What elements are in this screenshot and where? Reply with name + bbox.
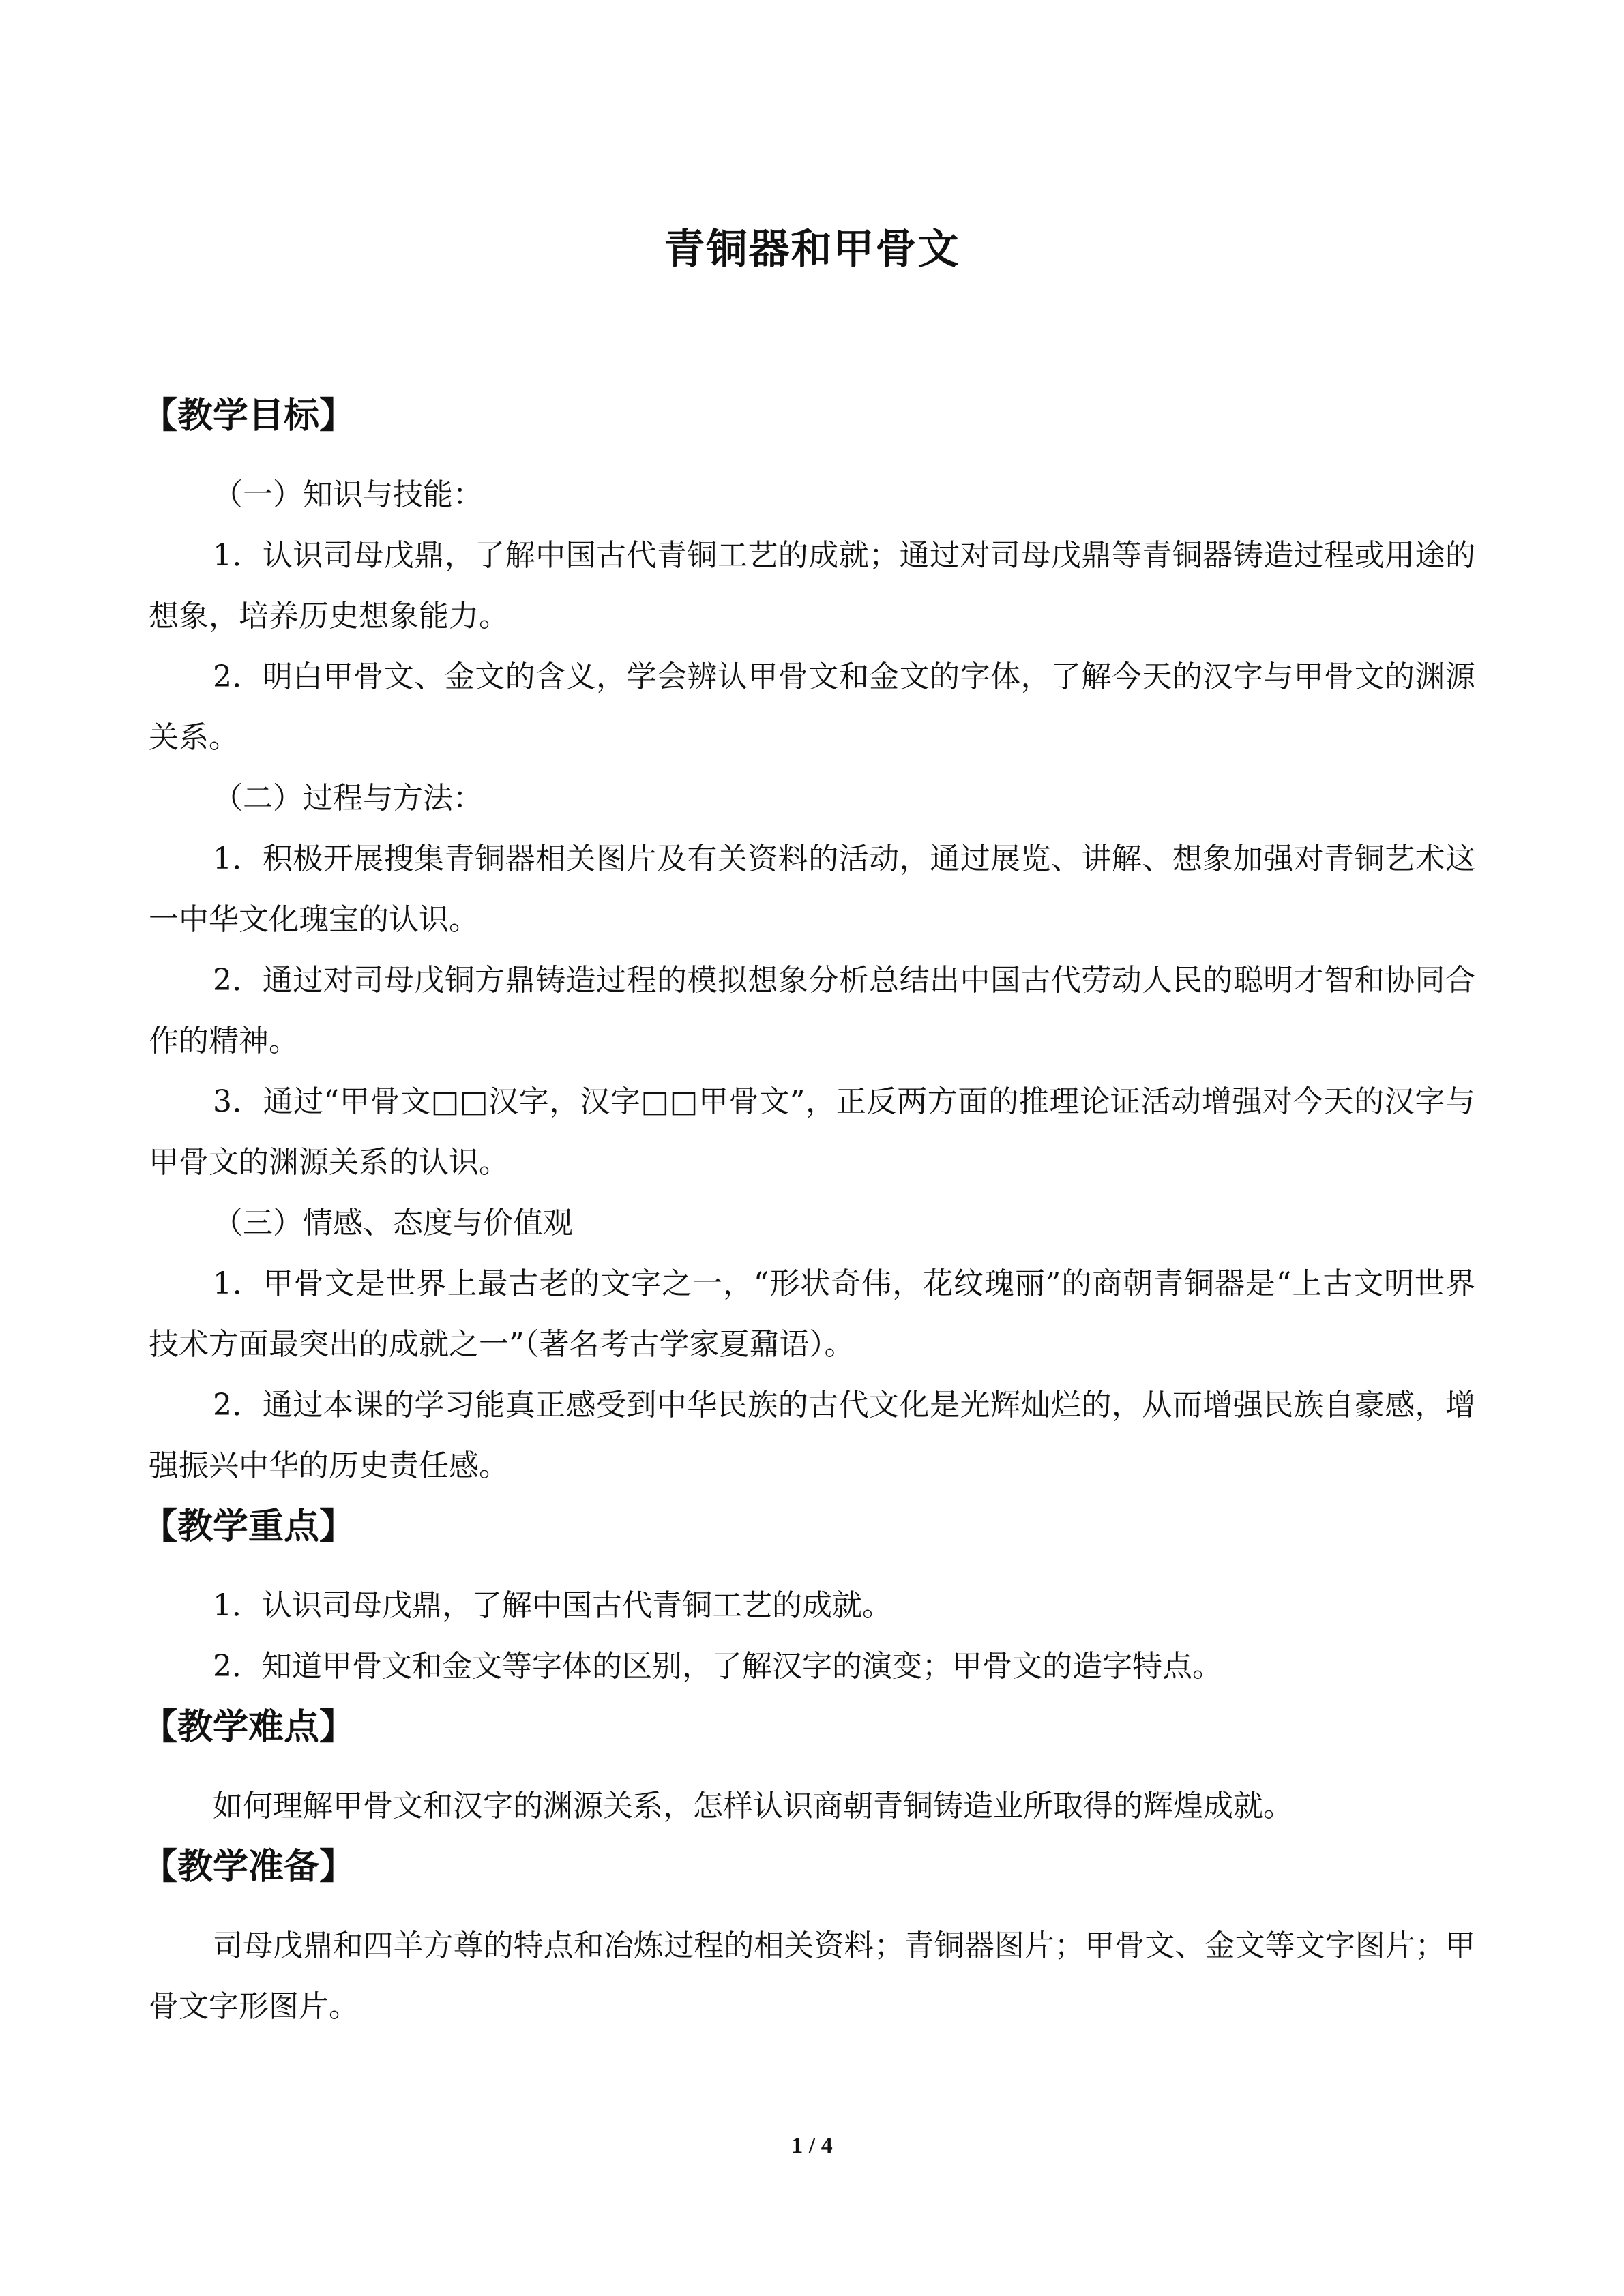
difficulties-text: 如何理解甲骨文和汉字的渊源关系，怎样认识商朝青铜铸造业所取得的辉煌成就。	[213, 1789, 1293, 1823]
objectives-item: 1．认识司母戊鼎，了解中国古代青铜工艺的成就；通过对司母戊鼎等青铜器铸造过程或用途的想象，培养历史想象能力。	[149, 538, 1475, 633]
page-title: 青铜器和甲骨文	[664, 226, 960, 273]
preparation-text: 司母戊鼎和四羊方尊的特点和冶炼过程的相关资料；青铜器图片；甲骨文、金文等文字图片；甲骨文字形图片。	[149, 1928, 1475, 2024]
objectives-group-label: （二）过程与方法：	[213, 781, 483, 816]
objectives-item: 3．通过“甲骨文□□汉字，汉字□□甲骨文”，正反两方面的推理论证活动增强对今天的汉字与甲骨文的渊源关系的认识。	[149, 1084, 1475, 1180]
objectives-item: 2．通过对司母戊铜方鼎铸造过程的模拟想象分析总结出中国古代劳动人民的聪明才智和协同合作的精神。	[149, 963, 1475, 1058]
section-heading-key-points: 【教学重点】	[142, 1506, 355, 1547]
page-number: 1 / 4	[791, 2133, 833, 2158]
section-heading-preparation: 【教学准备】	[142, 1847, 355, 1888]
document-body	[142, 392, 1475, 2037]
objectives-item: 1．甲骨文是世界上最古老的文字之一，“形状奇伟，花纹瑰丽”的商朝青铜器是“上古文明世界技术方面最突出的成就之一”（著名考古学家夏鼐语）。	[149, 1266, 1475, 1362]
objectives-item: 1．积极开展搜集青铜器相关图片及有关资料的活动，通过展览、讲解、想象加强对青铜艺术这一中华文化瑰宝的认识。	[149, 841, 1475, 937]
section-heading-difficulties: 【教学难点】	[142, 1707, 355, 1748]
objectives-group-label: （三）情感、态度与价值观	[213, 1206, 573, 1240]
section-heading-objectives: 【教学目标】	[142, 396, 355, 436]
key-point-item: 2．知道甲骨文和金文等字体的区别，了解汉字的演变；甲骨文的造字特点。	[213, 1649, 1222, 1684]
key-point-item: 1．认识司母戊鼎，了解中国古代青铜工艺的成就。	[213, 1588, 892, 1623]
objectives-item: 2．通过本课的学习能真正感受到中华民族的古代文化是光辉灿烂的，从而增强民族自豪感，增强振兴中华的历史责任感。	[149, 1388, 1475, 1483]
objectives-group-label: （一）知识与技能：	[213, 477, 483, 512]
objectives-item: 2．明白甲骨文、金文的含义，学会辨认甲骨文和金文的字体，了解今天的汉字与甲骨文的渊源关系。	[149, 659, 1475, 755]
